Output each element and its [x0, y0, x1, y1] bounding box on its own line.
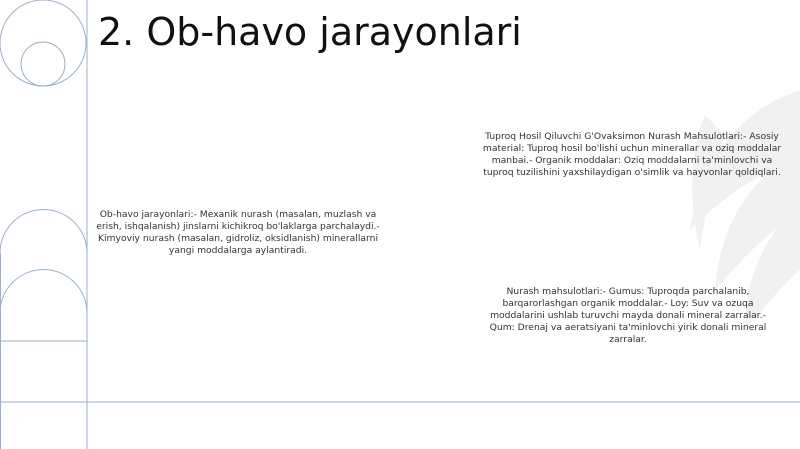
weathering-processes-text: Ob-havo jarayonlari:- Mexanik nurash (masalan, muzlash va erish, ishqalanish) jinslarni kichikroq bo'laklarga parchalaydi.- Kimyoviy nurash (masalan, gidroliz, oksidlanish) minerallarni yangi moddalarga aylantiradi. — [96, 209, 380, 256]
large-circle-outline — [0, 0, 86, 86]
soil-forming-products-text: Tuproq Hosil Qiluvchi G'Ovaksimon Nurash Mahsulotlari:- Asosiy material: Tuproq hosil bo'lishi uchun minerallar va oziq moddalar manbai.- Organik moddalar: Oziq moddalarni ta'minlovchi va tuproq tuzilishini yaxshilaydigan o'simlik va hayvonlar qoldiqlari. — [482, 131, 782, 178]
arch-outline-lower — [0, 270, 87, 314]
weathering-products-text: Nurash mahsulotlari:- Gumus: Tuproqda parchalanib, barqarorlashgan organik moddalar.- Loy: Suv va ozuqa moddalarini ushlab turuvchi mayda donali mineral zarralar.- Qum: Drenaj va aeratsiyani ta'minlovchi yirik donali mineral zarralar. — [489, 286, 767, 345]
arch-outline-upper — [0, 210, 87, 254]
small-circle-outline — [21, 42, 65, 86]
slide-title: 2. Ob-havo jarayonlari — [98, 10, 522, 54]
